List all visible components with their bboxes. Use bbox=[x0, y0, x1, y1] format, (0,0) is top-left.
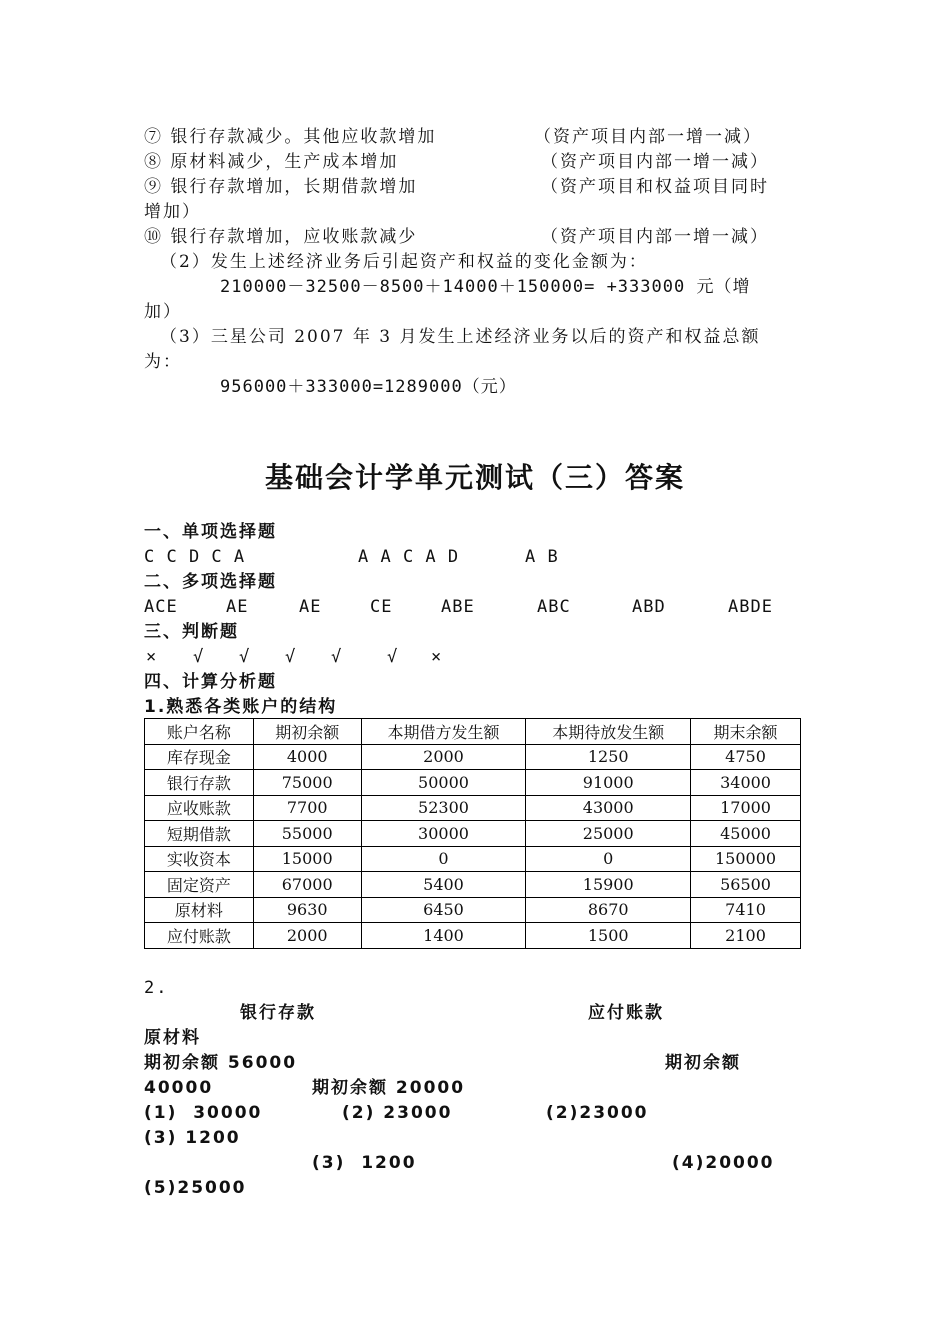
multi-choice-answer-1: ACE bbox=[144, 597, 178, 617]
table-cell: 2000 bbox=[253, 923, 361, 949]
multi-choice-answer-4: CE bbox=[370, 597, 393, 617]
tf-answer-6: √ bbox=[387, 647, 399, 667]
table-cell: 1400 bbox=[361, 923, 526, 949]
table-cell: 0 bbox=[361, 846, 526, 872]
table-cell: 短期借款 bbox=[145, 821, 254, 847]
item-9: ⑨ 银行存款增加，长期借款增加 bbox=[144, 177, 418, 197]
q2-formula: 210000－32500－8500＋14000＋150000= +333000 元（增 bbox=[220, 277, 751, 297]
ledger-entry-5: (5)25000 bbox=[144, 1178, 247, 1198]
ledger-opening-material: 期初余额 20000 bbox=[312, 1078, 466, 1098]
table-cell: 4750 bbox=[691, 744, 801, 770]
table-cell: 0 bbox=[526, 846, 691, 872]
multi-choice-answer-6: ABC bbox=[537, 597, 571, 617]
ledger-entry-3-bank: (3) 1200 bbox=[312, 1153, 417, 1173]
table-cell: 30000 bbox=[361, 821, 526, 847]
tf-answer-2: √ bbox=[193, 647, 205, 667]
ledger-entry-3: (3) 1200 bbox=[144, 1128, 241, 1148]
table-cell: 4000 bbox=[253, 744, 361, 770]
multi-choice-answer-2: AE bbox=[226, 597, 249, 617]
tf-answer-7: × bbox=[431, 647, 443, 667]
table-cell: 55000 bbox=[253, 821, 361, 847]
table-cell: 6450 bbox=[361, 897, 526, 923]
table-row bbox=[145, 770, 801, 796]
table-cell: 34000 bbox=[691, 770, 801, 796]
item-9-note: （资产项目和权益项目同时 bbox=[541, 177, 769, 197]
item-8: ⑧ 原材料减少，生产成本增加 bbox=[144, 152, 399, 172]
multi-choice-answer-5: ABE bbox=[441, 597, 475, 617]
table-cell: 2000 bbox=[361, 744, 526, 770]
table-cell: 原材料 bbox=[145, 897, 254, 923]
tf-answer-3: √ bbox=[239, 647, 251, 667]
multi-choice-answer-7: ABD bbox=[632, 597, 666, 617]
table-cell: 应付账款 bbox=[145, 923, 254, 949]
tf-answer-5: √ bbox=[331, 647, 343, 667]
table-row bbox=[145, 846, 801, 872]
ledger-opening-payable-label: 期初余额 bbox=[665, 1053, 741, 1073]
table-cell: 91000 bbox=[526, 770, 691, 796]
multi-choice-answer-3: AE bbox=[299, 597, 322, 617]
item-7: ⑦ 银行存款减少。其他应收款增加 bbox=[144, 127, 437, 147]
table-cell: 银行存款 bbox=[145, 770, 254, 796]
table-header-row bbox=[145, 719, 801, 745]
item-9-note-cont: 增加） bbox=[144, 202, 201, 222]
multi-choice-answer-8: ABDE bbox=[728, 597, 773, 617]
table-cell: 固定资产 bbox=[145, 872, 254, 898]
table-cell: 实收资本 bbox=[145, 846, 254, 872]
table-header-cell: 账户名称 bbox=[145, 719, 254, 745]
account-table bbox=[144, 718, 801, 949]
part2-number: 2. bbox=[144, 978, 169, 998]
table-cell: 15900 bbox=[526, 872, 691, 898]
q3-text: （3）三星公司 2007 年 3 月发生上述经济业务以后的资产和权益总额 bbox=[160, 327, 761, 347]
ledger-heading-material: 原材料 bbox=[144, 1028, 201, 1048]
table-row bbox=[145, 821, 801, 847]
table-cell: 9630 bbox=[253, 897, 361, 923]
table-row bbox=[145, 897, 801, 923]
table-cell: 52300 bbox=[361, 795, 526, 821]
ledger-heading-bank: 银行存款 bbox=[240, 1003, 316, 1023]
table-cell: 应收账款 bbox=[145, 795, 254, 821]
table-cell: 5400 bbox=[361, 872, 526, 898]
table-cell: 67000 bbox=[253, 872, 361, 898]
q3-text-cont: 为： bbox=[144, 352, 182, 372]
section-calculation: 四、计算分析题 bbox=[144, 672, 277, 692]
table-cell: 17000 bbox=[691, 795, 801, 821]
subsection-1: 1.熟悉各类账户的结构 bbox=[144, 697, 338, 717]
table-header-cell: 本期待放发生额 bbox=[526, 719, 691, 745]
table-cell: 50000 bbox=[361, 770, 526, 796]
table-cell: 库存现金 bbox=[145, 744, 254, 770]
q3-formula: 956000＋333000=1289000（元） bbox=[220, 377, 517, 397]
table-cell: 15000 bbox=[253, 846, 361, 872]
single-choice-answer-3: A B bbox=[525, 547, 559, 567]
item-10-note: （资产项目内部一增一减） bbox=[541, 227, 769, 247]
item-10: ⑩ 银行存款增加，应收账款减少 bbox=[144, 227, 418, 247]
table-cell: 75000 bbox=[253, 770, 361, 796]
table-cell: 43000 bbox=[526, 795, 691, 821]
table-cell: 7410 bbox=[691, 897, 801, 923]
tf-answer-4: √ bbox=[285, 647, 297, 667]
ledger-opening-payable-value: 40000 bbox=[144, 1078, 214, 1098]
table-row bbox=[145, 795, 801, 821]
tf-answer-1: × bbox=[146, 647, 158, 667]
q2-formula-cont: 加） bbox=[144, 302, 182, 322]
table-cell: 56500 bbox=[691, 872, 801, 898]
ledger-entry-1: (1) 30000 bbox=[144, 1103, 263, 1123]
table-row bbox=[145, 744, 801, 770]
q2-text: （2）发生上述经济业务后引起资产和权益的变化金额为： bbox=[160, 252, 648, 272]
page-title: 基础会计学单元测试（三）答案 bbox=[264, 461, 685, 494]
table-header-cell: 期初余额 bbox=[253, 719, 361, 745]
ledger-entry-2-bank: (2) 23000 bbox=[342, 1103, 453, 1123]
single-choice-answer-2: A A C A D bbox=[358, 547, 460, 567]
table-cell: 25000 bbox=[526, 821, 691, 847]
item-8-note: （资产项目内部一增一减） bbox=[541, 152, 769, 172]
table-header-cell: 期末余额 bbox=[691, 719, 801, 745]
table-cell: 7700 bbox=[253, 795, 361, 821]
table-row bbox=[145, 872, 801, 898]
table-row bbox=[145, 923, 801, 949]
table-cell: 45000 bbox=[691, 821, 801, 847]
table-header-cell: 本期借方发生额 bbox=[361, 719, 526, 745]
single-choice-answer-1: C C D C A bbox=[144, 547, 246, 567]
table-cell: 8670 bbox=[526, 897, 691, 923]
section-multi-choice: 二、多项选择题 bbox=[144, 572, 277, 592]
section-single-choice: 一、单项选择题 bbox=[144, 522, 277, 542]
table-cell: 1250 bbox=[526, 744, 691, 770]
table-cell: 2100 bbox=[691, 923, 801, 949]
table-cell: 150000 bbox=[691, 846, 801, 872]
table-cell: 1500 bbox=[526, 923, 691, 949]
ledger-entry-4: (4)20000 bbox=[672, 1153, 775, 1173]
ledger-opening-bank: 期初余额 56000 bbox=[144, 1053, 298, 1073]
section-true-false: 三、判断题 bbox=[144, 622, 239, 642]
item-7-note: （资产项目内部一增一减） bbox=[534, 127, 762, 147]
ledger-heading-payable: 应付账款 bbox=[588, 1003, 664, 1023]
ledger-entry-2-payable: (2)23000 bbox=[546, 1103, 649, 1123]
